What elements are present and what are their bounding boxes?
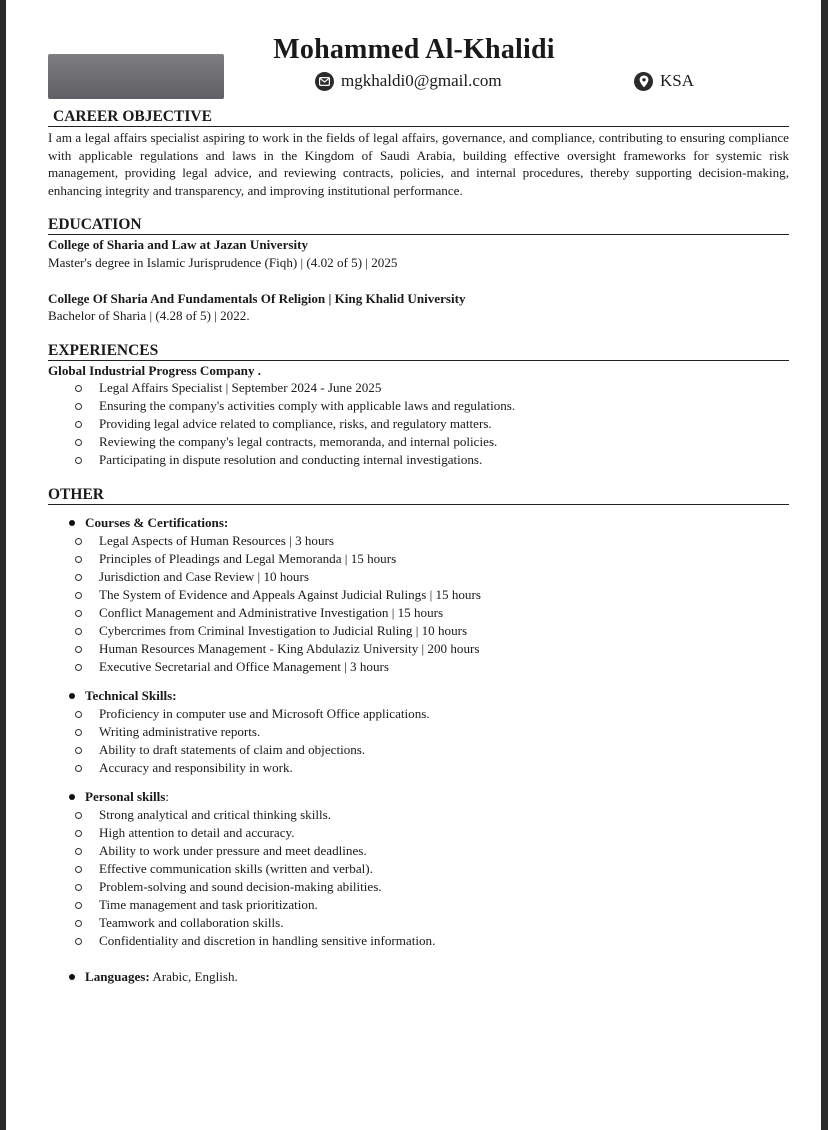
personal-skills-heading bbox=[48, 788, 789, 806]
personal-skills-colon: : bbox=[165, 789, 170, 805]
redacted-photo-bar bbox=[48, 54, 224, 99]
technical-skills-label: Technical Skills: bbox=[48, 687, 789, 705]
languages-value: Arabic, English. bbox=[152, 969, 238, 985]
languages-line bbox=[48, 968, 789, 986]
education-entry bbox=[48, 290, 789, 325]
contact-location bbox=[634, 71, 694, 91]
experiences-heading: EXPERIENCES bbox=[48, 342, 789, 361]
experience-company: Global Industrial Progress Company . bbox=[48, 362, 262, 378]
email-text[interactable]: mgkhaldi0@gmail.com bbox=[341, 71, 502, 90]
candidate-name: Mohammed Al-Khalidi bbox=[273, 34, 555, 65]
list-item: Jurisdiction and Case Review | 10 hours bbox=[48, 568, 789, 586]
education-detail: Bachelor of Sharia | (4.28 of 5) | 2022. bbox=[48, 308, 250, 324]
location-pin-icon bbox=[634, 72, 653, 91]
list-item: Teamwork and collaboration skills. bbox=[48, 914, 789, 932]
technical-skills-list bbox=[48, 705, 789, 777]
list-item: Cybercrimes from Criminal Investigation to Judicial Ruling | 10 hours bbox=[48, 622, 789, 640]
list-item: Strong analytical and critical thinking skills. bbox=[48, 806, 789, 824]
list-item: Legal Affairs Specialist | September 2024 - June 2025 bbox=[48, 379, 789, 397]
experience-list bbox=[48, 379, 789, 469]
list-item: Time management and task prioritization. bbox=[48, 896, 789, 914]
list-item: High attention to detail and accuracy. bbox=[48, 824, 789, 842]
list-item: Proficiency in computer use and Microsoft Office applications. bbox=[48, 705, 789, 723]
list-item: Conflict Management and Administrative Investigation | 15 hours bbox=[48, 604, 789, 622]
career-objective-heading: CAREER OBJECTIVE bbox=[48, 108, 789, 127]
other-heading: OTHER bbox=[48, 486, 789, 505]
list-item: Providing legal advice related to compliance, risks, and regulatory matters. bbox=[48, 415, 789, 433]
list-item: Executive Secretarial and Office Management | 3 hours bbox=[48, 658, 789, 676]
career-objective-text: I am a legal affairs specialist aspiring to work in the fields of legal affairs, governance, and compliance, contributing to ensuring compliance with applicable regulations and laws in the Kingdom of Saudi Arabia, building effective oversight frameworks for systemic risk management, providing legal advice, and reviewing contracts, policies, and internal procedures, thereby supporting decision-making, enhancing integrity and transparency, and improving institutional performance. bbox=[48, 130, 789, 198]
list-item: Accuracy and responsibility in work. bbox=[48, 759, 789, 777]
list-item: Writing administrative reports. bbox=[48, 723, 789, 741]
email-icon bbox=[315, 72, 334, 91]
list-item: Human Resources Management - King Abdulaziz University | 200 hours bbox=[48, 640, 789, 658]
education-detail: Master's degree in Islamic Jurisprudence (Fiqh) | (4.02 of 5) | 2025 bbox=[48, 254, 398, 270]
education-entry bbox=[48, 235, 789, 271]
list-item: Legal Aspects of Human Resources | 3 hours bbox=[48, 532, 789, 550]
list-item: Ability to work under pressure and meet deadlines. bbox=[48, 842, 789, 860]
education-title: College of Sharia and Law at Jazan University bbox=[48, 237, 309, 253]
courses-label: Courses & Certifications: bbox=[48, 514, 789, 532]
list-item: Confidentiality and discretion in handling sensitive information. bbox=[48, 932, 789, 950]
languages-label: Languages: bbox=[85, 969, 150, 985]
personal-skills-list bbox=[48, 806, 789, 950]
list-item: Principles of Pleadings and Legal Memoranda | 15 hours bbox=[48, 550, 789, 568]
list-item: Participating in dispute resolution and conducting internal investigations. bbox=[48, 451, 789, 469]
list-item: Reviewing the company's legal contracts, memoranda, and internal policies. bbox=[48, 433, 789, 451]
education-heading: EDUCATION bbox=[48, 216, 789, 235]
resume-page bbox=[6, 0, 821, 1130]
courses-list bbox=[48, 532, 789, 676]
list-item: Ability to draft statements of claim and objections. bbox=[48, 741, 789, 759]
list-item: Effective communication skills (written and verbal). bbox=[48, 860, 789, 878]
education-title: College Of Sharia And Fundamentals Of Religion | King Khalid University bbox=[48, 290, 466, 306]
list-item: Problem-solving and sound decision-making abilities. bbox=[48, 878, 789, 896]
list-item: The System of Evidence and Appeals Against Judicial Rulings | 15 hours bbox=[48, 586, 789, 604]
resume-content bbox=[48, 108, 789, 986]
personal-skills-label: Personal skills bbox=[85, 789, 166, 805]
list-item: Ensuring the company's activities comply with applicable laws and regulations. bbox=[48, 397, 789, 415]
contact-email bbox=[315, 71, 502, 91]
location-text: KSA bbox=[660, 71, 695, 90]
